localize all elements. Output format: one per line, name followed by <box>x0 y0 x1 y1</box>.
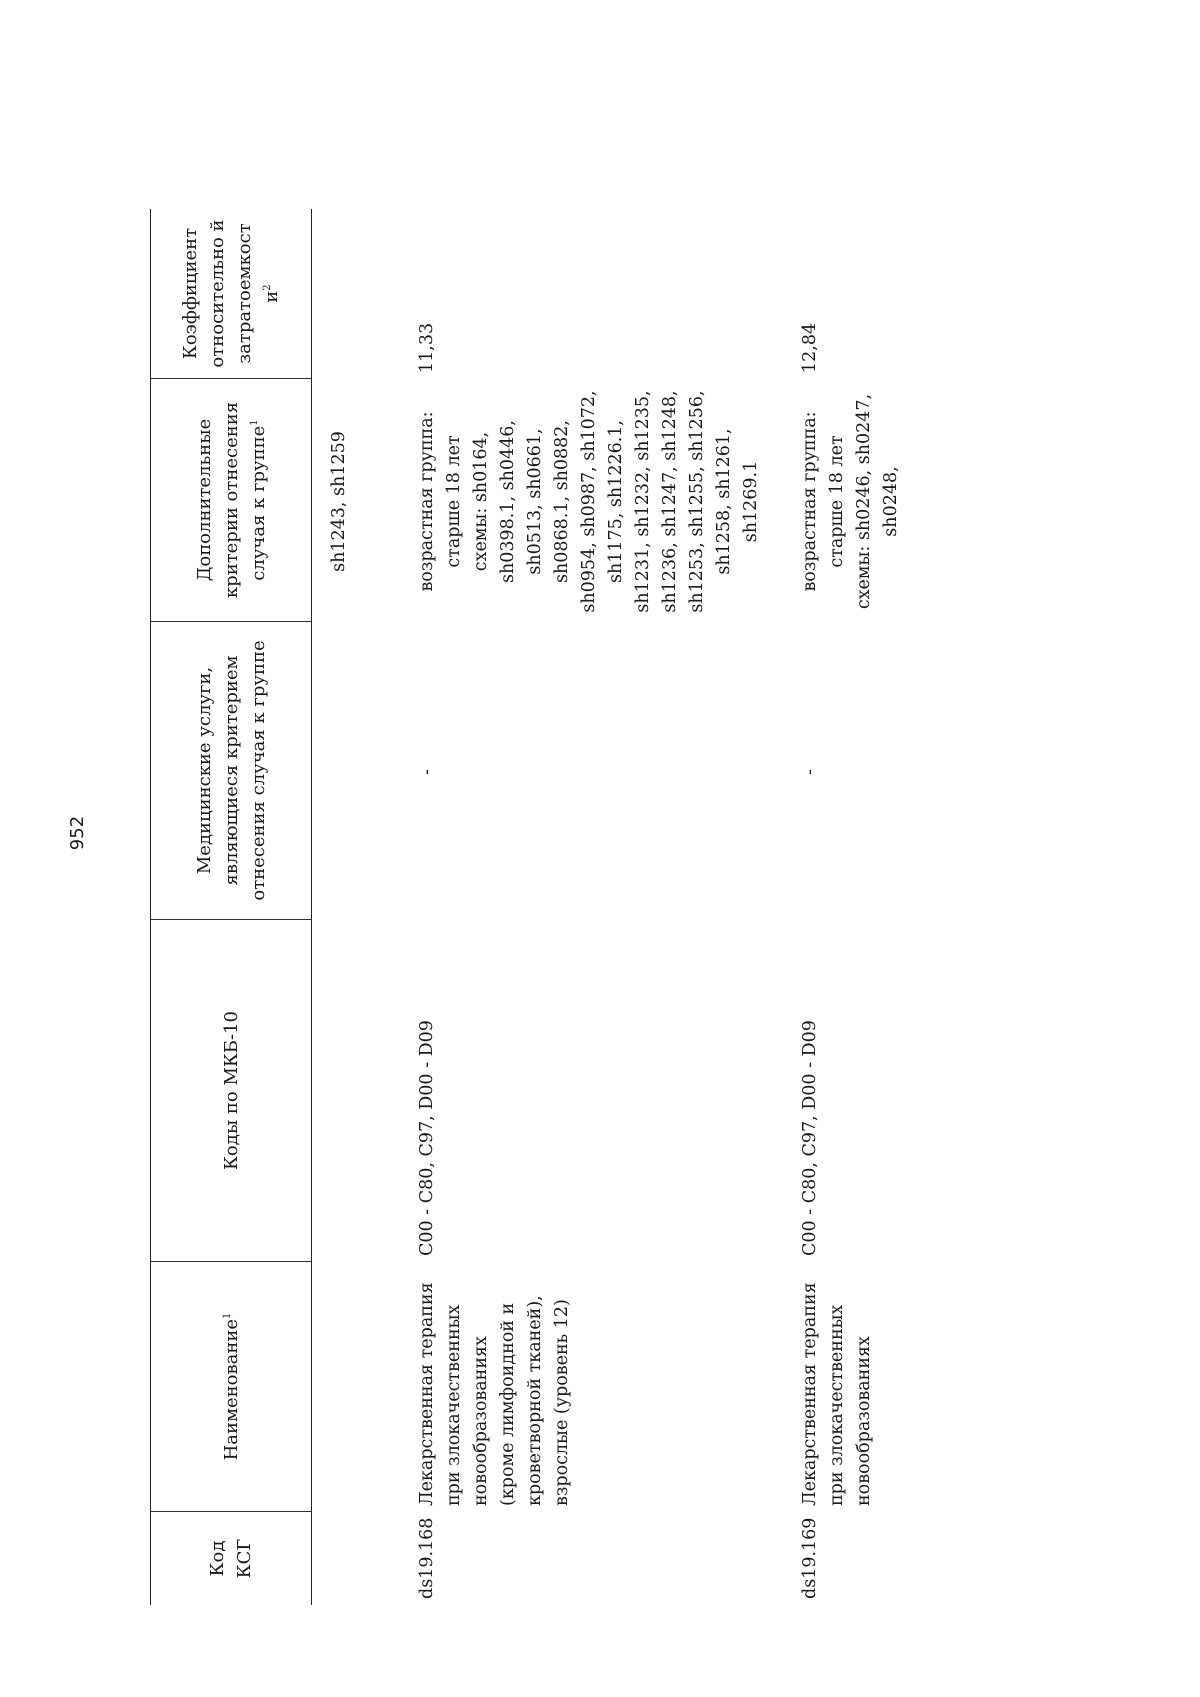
table-row-1-criteria-schemes: схемы: sh0164, sh0398.1, sh0446, sh0513, sh0661, sh0868.1, sh0882, sh0954, sh0987, sh1072, sh1175, sh1226.1, sh1231, sh1232, sh1235, sh1236, sh1247, sh1248, sh1253, sh1255, sh1256, sh1258, sh1261, sh1269.1 <box>471 390 761 613</box>
continuation-criteria: sh1243, sh1259 <box>329 431 349 572</box>
table-row-2-mkb: C00 - C80, C97, D00 - D09 <box>800 1020 820 1256</box>
continuation-services <box>312 622 354 920</box>
table-row-1-services: - <box>417 769 437 775</box>
table-row-1-code: ds19.168 <box>417 1517 437 1599</box>
ksg-table <box>150 115 907 1605</box>
header-mkb: Коды по МКБ-10 <box>150 920 312 1262</box>
header-name: Наименование$^1$ <box>150 1262 312 1512</box>
table-row-1-criteria <box>354 379 767 622</box>
header-coef: Коэффициент относительно й затратоемкост $и^2$ <box>150 209 312 379</box>
table-row-2-code: ds19.169 <box>800 1517 820 1599</box>
continuation-code <box>312 1512 354 1605</box>
continuation-name <box>312 1262 354 1512</box>
table-row-2-criteria <box>767 379 907 622</box>
table-row-2-criteria-schemes: схемы: sh0246, sh0247, sh0248, <box>854 393 901 610</box>
table-row-2-coef: 12,84 <box>800 322 820 373</box>
table-row-1-mkb: C00 - C80, C97, D00 - D09 <box>417 1020 437 1256</box>
header-services: Медицинские услуги, являющиеся критерием отнесения случая к группе <box>150 622 312 920</box>
continuation-coef <box>312 209 354 379</box>
table-row-2-services: - <box>800 769 820 775</box>
table-row-1-coef: 11,33 <box>417 322 437 373</box>
header-criteria: Дополнительные критерии отнесения случая к группе$^1$ <box>150 379 312 622</box>
header-code: Код КСГ <box>150 1512 312 1605</box>
table-row-2-name: Лекарственная терапия при злокачественных новообразованиях <box>800 1282 874 1506</box>
table-row-1-name: Лекарственная терапия при злокачественных новообразованиях (кроме лимфоидной и кроветворной тканей), взрослые (уровень 12) <box>417 1282 572 1506</box>
continuation-mkb <box>312 920 354 1262</box>
table-row-2-criteria-age: возрастная группа: старше 18 лет <box>800 411 847 592</box>
rotated-table-container <box>150 115 1010 1605</box>
page-number: 952 <box>67 815 88 851</box>
table-row-1-criteria-age: возрастная группа: старше 18 лет <box>417 411 464 592</box>
